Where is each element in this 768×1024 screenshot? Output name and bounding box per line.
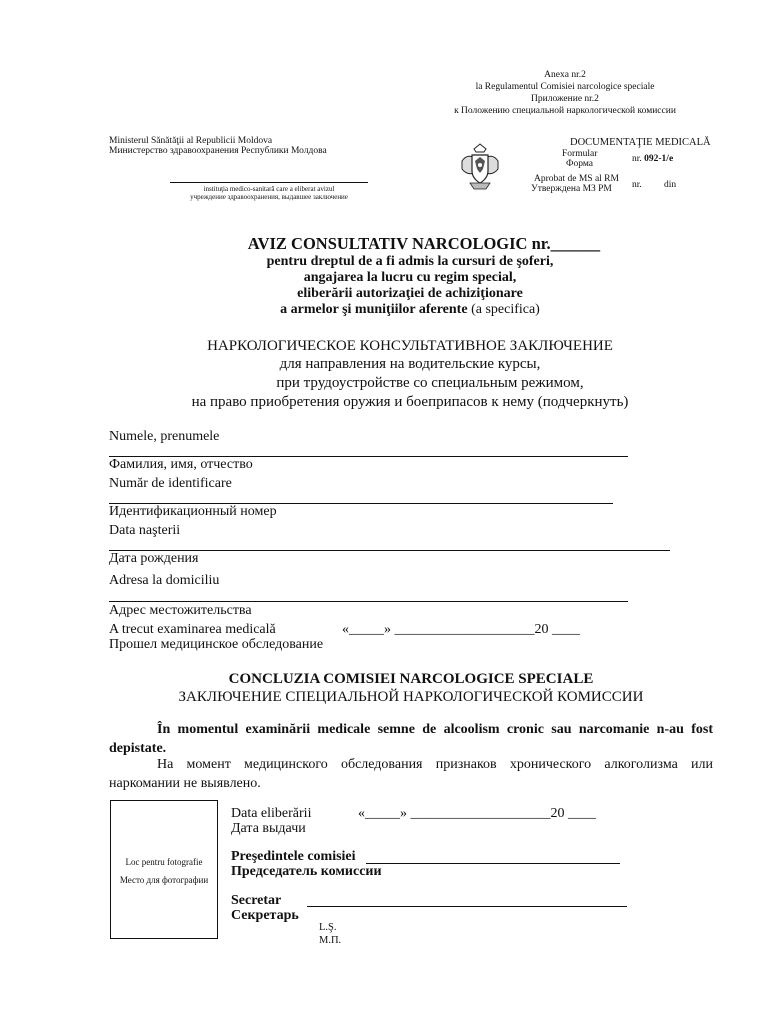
title-ro-line-5-note: (a specifica) [471, 302, 540, 317]
annex-line-3: Приложение nr.2 [531, 94, 599, 104]
address-label-ro: Adresa la domiciliu [109, 573, 220, 588]
photo-box [110, 800, 218, 939]
title-ru-line-3: при трудоустройстве со специальным режимом, [276, 375, 584, 391]
dob-label-ru: Дата рождения [109, 551, 199, 566]
idn-label-ru: Идентификационный номер [109, 504, 277, 519]
ministry-ro: Ministerul Sănătăţii al Republicii Moldova [109, 136, 273, 146]
title-ro-line-5-text: a armelor şi muniţiilor aferente [280, 302, 468, 317]
title-ro-line-2: pentru dreptul de a fi admis la cursuri de şoferi, [266, 254, 554, 269]
institution-ro: instituţia medico-sanitară care a eliberat avizul [203, 185, 335, 193]
ministry-ru: Министерство здравоохранения Республики Молдова [109, 146, 327, 156]
coat-of-arms-icon [460, 143, 500, 191]
dob-label-ro: Data naşterii [109, 523, 181, 538]
conclusion-text-ro [109, 720, 713, 758]
chair-signature-field[interactable] [366, 863, 620, 864]
stamp-place-ru: М.П. [319, 935, 342, 946]
approved-ru: Утверждена МЗ РМ [531, 184, 612, 194]
conclusion-text-ro-content: În momentul examinării medicale semne de alcoolism cronic sau narcomanie n-au fost depistate. [109, 722, 713, 756]
conclusion-text-ru [109, 755, 713, 793]
annex-line-1: Anexa nr.2 [544, 70, 586, 80]
conclusion-title-ro: CONCLUZIA COMISIEI NARCOLOGICE SPECIALE [228, 671, 594, 687]
photo-caption-ru: Место для фотографии [119, 875, 209, 885]
institution-ru: учреждение здравоохранения, выдавшее заключение [190, 193, 348, 201]
title-ro-line-5 [0, 302, 768, 318]
chair-label-ru: Председатель комиссии [231, 864, 382, 879]
issue-date-field[interactable]: «_____» ____________________20 ____ [358, 806, 596, 821]
form-no-label: nr. [632, 154, 642, 164]
secretary-label-ru: Секретарь [231, 908, 299, 923]
conclusion-text-ru-content: На момент медицинского обследования признаков хронического алкоголизма или наркомании не выявлено. [109, 757, 713, 791]
annex-line-2: la Regulamentul Comisiei narcologice speciale [475, 82, 655, 92]
title-ru-main: НАРКОЛОГИЧЕСКОЕ КОНСУЛЬТАТИВНОЕ ЗАКЛЮЧЕНИЕ [207, 338, 613, 354]
chair-label-ro: Preşedintele comisiei [231, 849, 356, 864]
form-code: 092-1/e [644, 154, 674, 164]
idn-label-ro: Număr de identificare [109, 476, 232, 491]
annex-line-4: к Положению специальной наркологической комиссии [454, 106, 676, 116]
doc-title: DOCUMENTAŢIE MEDICALĂ [570, 137, 711, 148]
address-field[interactable] [109, 601, 628, 602]
conclusion-title-ru: ЗАКЛЮЧЕНИЕ СПЕЦИАЛЬНОЙ НАРКОЛОГИЧЕСКОЙ КОМИССИИ [178, 689, 644, 705]
title-ro-line-3: angajarea la lucru cu regim special, [303, 270, 517, 285]
secretary-label-ro: Secretar [231, 893, 282, 908]
formular-ro: Formular [562, 149, 598, 159]
institution-line [170, 182, 368, 183]
annex-header [400, 69, 730, 117]
title-ru-line-4: на право приобретения оружия и боеприпасов к нему (подчеркнуть) [191, 394, 629, 410]
issue-date-label-ru: Дата выдачи [231, 821, 306, 836]
exam-label-ro: A trecut examinarea medicală [109, 622, 276, 637]
title-ro-main: AVIZ CONSULTATIV NARCOLOGIC nr.______ [247, 234, 601, 253]
address-label-ru: Адрес местожительства [109, 603, 252, 618]
approved-ro: Aprobat de MS al RM [534, 174, 619, 184]
title-ro-line-4: eliberării autorizaţiei de achiziţionare [297, 286, 523, 301]
stamp-place-ro: L.Ş. [319, 922, 337, 933]
approved-din: din [664, 180, 677, 190]
exam-label-ru: Прошел медицинское обследование [109, 637, 324, 652]
form-number [632, 154, 673, 164]
approved-nr: nr. [632, 180, 642, 190]
formular-ru: Форма [566, 159, 594, 169]
photo-caption-ro: Loc pentru fotografie [125, 857, 203, 867]
exam-date-field[interactable]: «_____» ____________________20 ____ [342, 622, 580, 637]
secretary-signature-field[interactable] [307, 906, 627, 907]
name-label-ro: Numele, prenumele [109, 429, 220, 444]
issue-date-label-ro: Data eliberării [231, 806, 312, 821]
title-ru-line-2: для направления на водительские курсы, [279, 356, 541, 372]
name-label-ru: Фамилия, имя, отчество [109, 457, 253, 472]
